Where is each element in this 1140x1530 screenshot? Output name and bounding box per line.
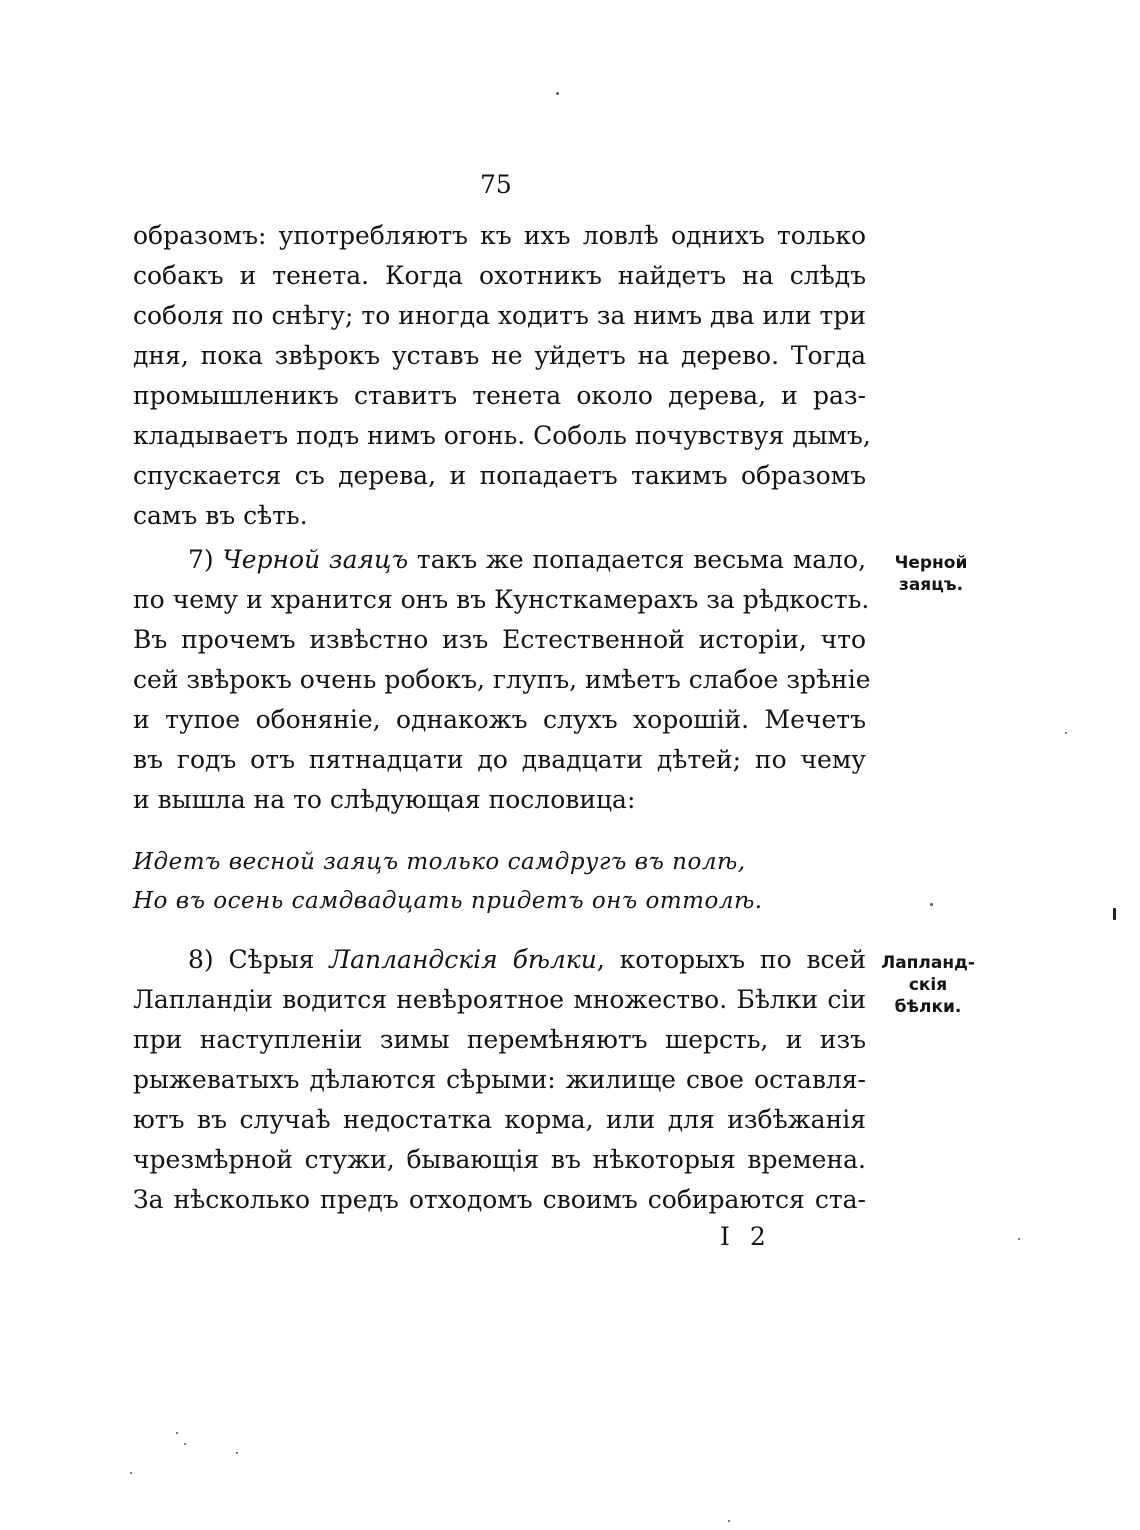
margin-note-line: Лапланд- (881, 953, 975, 973)
scan-speck (728, 1520, 730, 1522)
verse-line: Но въ осень самдвадцать придетъ онъ оттолѣ. (133, 888, 763, 914)
scan-speck (1065, 732, 1067, 734)
text-line: въ годъ отъ пятнадцати до двадцати дѣтей; по чему (133, 745, 866, 774)
italic-term: Лапландскія бѣлки (329, 945, 597, 974)
verse-line: Идетъ весной заяцъ только самдругъ въ полѣ, (133, 849, 746, 875)
text-line: при наступленіи зимы перемѣняютъ шерсть, и изъ (133, 1025, 866, 1054)
margin-note-line: бѣлки. (894, 997, 962, 1017)
scan-speck (1018, 1238, 1020, 1240)
text-line: За нѣсколько предъ отходомъ своимъ собираются ста- (133, 1185, 866, 1214)
text-line: Въ прочемъ извѣстно изъ Естественной исторіи, что (133, 625, 866, 654)
text-line: сей звѣрокъ очень робокъ, глупъ, имѣетъ слабое зрѣніе (133, 665, 871, 694)
text-fragment: Сѣрыя (228, 945, 315, 974)
text-line: кладываетъ подъ нимъ огонь. Соболь почувствуя дымъ, (133, 421, 871, 450)
paragraph-first-line (133, 940, 866, 980)
text-line: дня, пока звѣрокъ уставъ не уйдетъ на дерево. Тогда (133, 341, 866, 370)
scan-speck (176, 1432, 178, 1434)
paragraph-number: 8) (188, 945, 214, 974)
paragraph-first-line (133, 540, 866, 580)
text-line: промышленикъ ставитъ тенета около дерева, и раз- (133, 381, 866, 410)
text-line: и вышла на то слѣдующая пословица: (133, 785, 636, 814)
text-line: самъ въ сѣть. (133, 501, 308, 530)
text-line: чрезмѣрной стужи, бывающія въ нѣкоторыя времена. (133, 1145, 866, 1174)
text-fragment: такъ же попадается весьма мало, (416, 545, 867, 574)
text-line: спускается съ дерева, и попадаетъ такимъ образомъ (133, 461, 866, 490)
text-line: ютъ въ случаѣ недостатка корма, или для избѣжанія (133, 1105, 866, 1134)
margin-note-line: заяцъ. (898, 575, 964, 595)
text-line: соболя по снѣгу; то иногда ходитъ за нимъ два или три (133, 301, 866, 330)
paragraph-number: 7) (188, 545, 214, 574)
margin-note (873, 952, 983, 1018)
signature-mark: I 2 (720, 1222, 772, 1251)
scan-speck (556, 92, 559, 95)
scan-speck (1113, 908, 1116, 920)
text-line: собакъ и тенета. Когда охотникъ найдетъ на слѣдъ (133, 261, 866, 290)
margin-note-line: скія (908, 975, 948, 995)
scan-speck (930, 903, 933, 906)
text-fragment: , которыхъ по всей (596, 945, 867, 974)
text-line: по чему и хранится онъ въ Кунсткамерахъ за рѣдкость. (133, 585, 870, 614)
scan-speck (130, 1472, 132, 1474)
page-number: 75 (480, 170, 512, 199)
scan-speck (184, 1443, 186, 1445)
margin-note (876, 552, 986, 596)
text-line: образомъ: употребляютъ къ ихъ ловлѣ однихъ только (133, 221, 866, 250)
margin-note-line: Черной (894, 553, 968, 573)
scan-speck (236, 1452, 238, 1454)
text-line: и тупое обоняніе, однакожъ слухъ хорошій. Мечетъ (133, 705, 866, 734)
italic-term: Черной заяцъ (222, 545, 409, 574)
text-line: рыжеватыхъ дѣлаются сѣрыми: жилище свое оставля- (133, 1065, 866, 1094)
text-line: Лапландіи водится невѣроятное множество. Бѣлки сіи (133, 985, 866, 1014)
